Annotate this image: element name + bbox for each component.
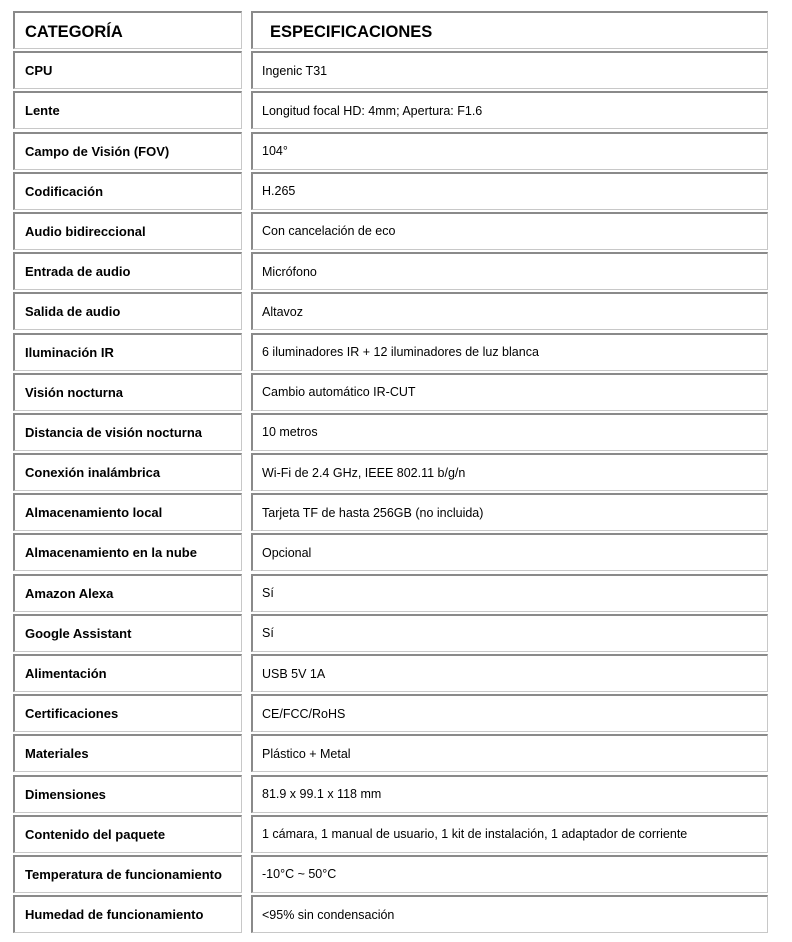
table-row <box>12 50 769 90</box>
category-cell: Visión nocturna <box>13 373 242 411</box>
table-row <box>12 532 769 572</box>
category-cell: Almacenamiento en la nube <box>13 533 242 571</box>
table-row <box>12 653 769 693</box>
specification-cell: Sí <box>251 574 768 612</box>
table-row <box>12 774 769 814</box>
specification-cell: Sí <box>251 614 768 652</box>
category-cell: Amazon Alexa <box>13 574 242 612</box>
table-header-row <box>12 10 769 50</box>
category-cell: Campo de Visión (FOV) <box>13 132 242 170</box>
specification-cell: 104° <box>251 132 768 170</box>
specification-cell: Cambio automático IR-CUT <box>251 373 768 411</box>
specification-cell: 81.9 x 99.1 x 118 mm <box>251 775 768 813</box>
category-cell: Google Assistant <box>13 614 242 652</box>
table-row <box>12 171 769 211</box>
table-row <box>12 412 769 452</box>
category-cell: Almacenamiento local <box>13 493 242 531</box>
specification-cell: 10 metros <box>251 413 768 451</box>
category-cell: Materiales <box>13 734 242 772</box>
specifications-table <box>12 10 769 934</box>
specification-cell: 1 cámara, 1 manual de usuario, 1 kit de instalación, 1 adaptador de corriente <box>251 815 768 853</box>
category-column-header: CATEGORÍA <box>13 11 242 49</box>
specification-cell: Longitud focal HD: 4mm; Apertura: F1.6 <box>251 91 768 129</box>
specification-cell: Plástico + Metal <box>251 734 768 772</box>
table-row <box>12 332 769 372</box>
specification-cell: <95% sin condensación <box>251 895 768 933</box>
table-row <box>12 291 769 331</box>
category-cell: Iluminación IR <box>13 333 242 371</box>
specification-cell: USB 5V 1A <box>251 654 768 692</box>
category-cell: Distancia de visión nocturna <box>13 413 242 451</box>
specification-cell: Micrófono <box>251 252 768 290</box>
table-row <box>12 131 769 171</box>
specification-cell: -10°C ~ 50°C <box>251 855 768 893</box>
specifications-column-header: ESPECIFICACIONES <box>251 11 768 49</box>
specification-cell: Altavoz <box>251 292 768 330</box>
table-row <box>12 372 769 412</box>
specification-cell: Tarjeta TF de hasta 256GB (no incluida) <box>251 493 768 531</box>
category-cell: Temperatura de funcionamiento <box>13 855 242 893</box>
table-row <box>12 854 769 894</box>
table-row <box>12 894 769 934</box>
category-cell: Contenido del paquete <box>13 815 242 853</box>
specification-cell: Con cancelación de eco <box>251 212 768 250</box>
category-cell: Dimensiones <box>13 775 242 813</box>
category-cell: CPU <box>13 51 242 89</box>
table-row <box>12 733 769 773</box>
table-row <box>12 211 769 251</box>
table-row <box>12 573 769 613</box>
category-cell: Alimentación <box>13 654 242 692</box>
category-cell: Humedad de funcionamiento <box>13 895 242 933</box>
category-cell: Certificaciones <box>13 694 242 732</box>
table-row <box>12 693 769 733</box>
table-row <box>12 90 769 130</box>
specification-cell: Ingenic T31 <box>251 51 768 89</box>
table-row <box>12 613 769 653</box>
table-body <box>12 50 769 934</box>
table-row <box>12 492 769 532</box>
specification-cell: Wi-Fi de 2.4 GHz, IEEE 802.11 b/g/n <box>251 453 768 491</box>
specification-cell: Opcional <box>251 533 768 571</box>
category-cell: Codificación <box>13 172 242 210</box>
table-row <box>12 814 769 854</box>
specification-cell: H.265 <box>251 172 768 210</box>
category-cell: Salida de audio <box>13 292 242 330</box>
table-row <box>12 251 769 291</box>
category-cell: Audio bidireccional <box>13 212 242 250</box>
specification-cell: CE/FCC/RoHS <box>251 694 768 732</box>
category-cell: Lente <box>13 91 242 129</box>
category-cell: Entrada de audio <box>13 252 242 290</box>
table-row <box>12 452 769 492</box>
specification-cell: 6 iluminadores IR + 12 iluminadores de luz blanca <box>251 333 768 371</box>
category-cell: Conexión inalámbrica <box>13 453 242 491</box>
